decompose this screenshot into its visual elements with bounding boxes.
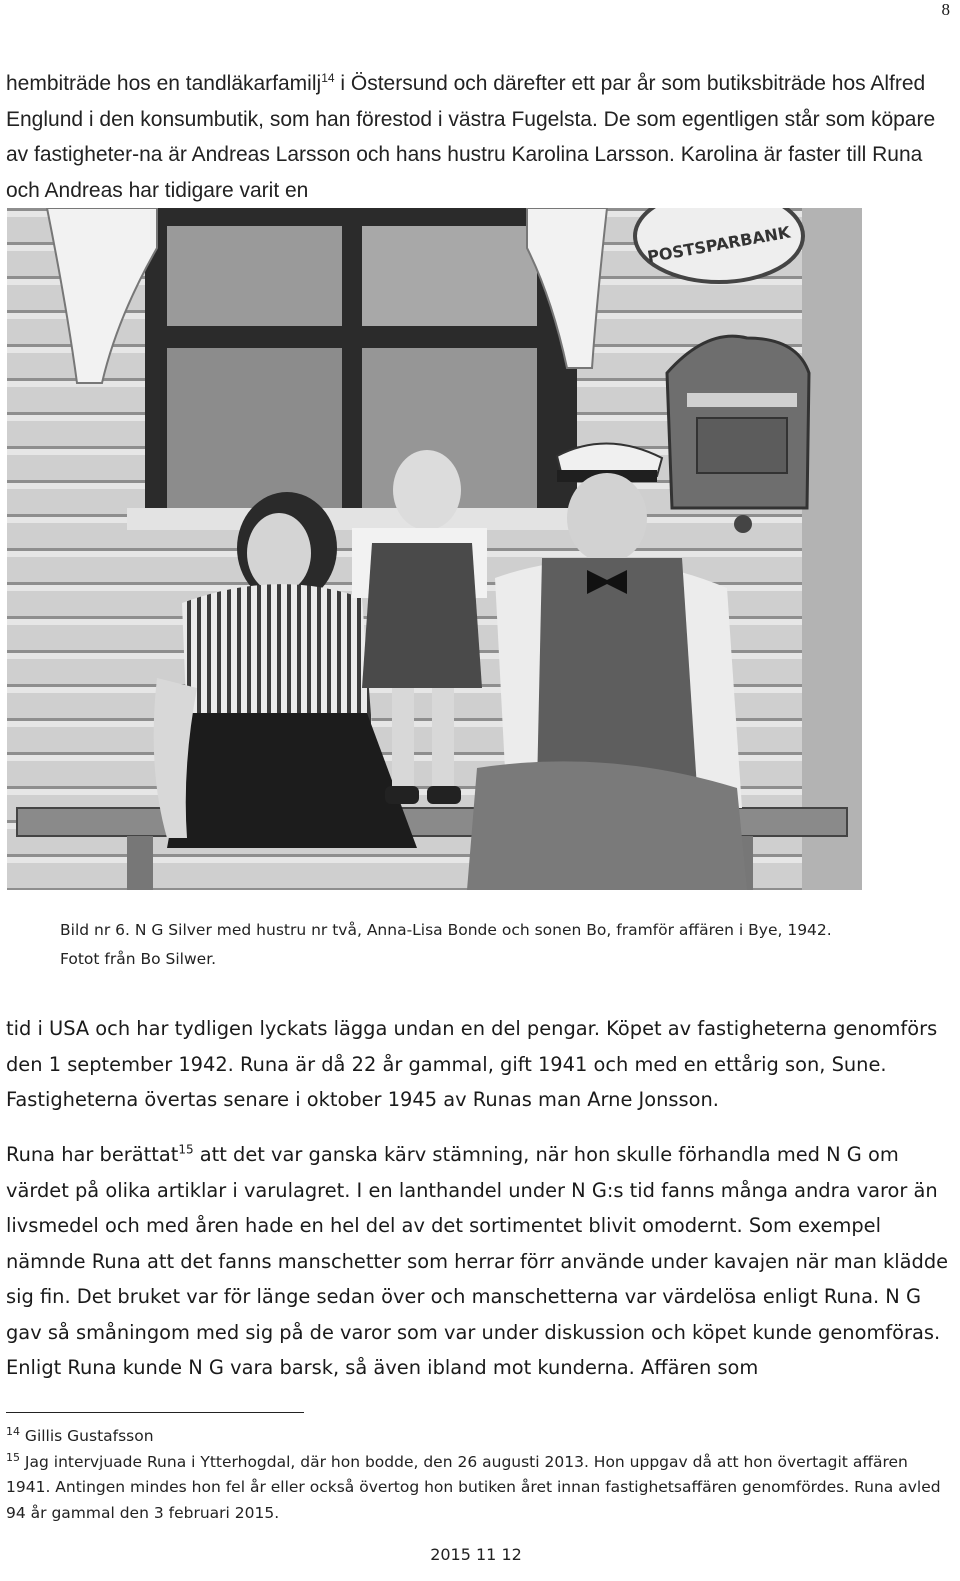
- paragraph-intro-text-a: hembiträde hos en tandläkarfamilj: [6, 72, 322, 95]
- historical-photo: [7, 208, 862, 890]
- caption-line-2: Fotot från Bo Silwer.: [60, 950, 217, 968]
- footnotes: [6, 1424, 951, 1526]
- footnote-ref-15[interactable]: 15: [178, 1142, 194, 1157]
- window: [127, 208, 597, 530]
- postsparbank-sign-text: POSTSPARBANK: [645, 222, 792, 267]
- footer-date: 2015 11 12: [430, 1545, 522, 1564]
- footnote-text: Jag intervjuade Runa i Ytterhogdal, där hon bodde, den 26 augusti 2013. Hon uppgav då att hon övertagit affären 1941. Antingen mindes hon fel år eller också övertog hon butiken året innan fastighetsaffären genomfördes. Runa avled 94 år gammal den 3 februari 2015.: [6, 1452, 941, 1522]
- paragraph-intro-text-b: i Östersund och därefter ett par år som butiksbiträde hos Alfred Englund i den konsumbutik, som han förestod i västra Fugelsta. De som egentligen står som köpare av fastigheter-na är Andreas Larsson och hans hustru Karolina Larsson. Karolina är faster till Runa och Andreas har tidigare varit en: [6, 72, 936, 202]
- page-number: 8: [941, 0, 950, 19]
- caption-line-1: Bild nr 6. N G Silver med hustru nr två, Anna-Lisa Bonde och sonen Bo, framför affären i Bye, 1942.: [60, 921, 832, 939]
- footnote-number: 15: [6, 1450, 20, 1464]
- photo-caption: [60, 916, 940, 974]
- footnote-divider: [6, 1412, 304, 1413]
- paragraph-runa: [6, 1137, 951, 1386]
- paragraph-purchase: tid i USA och har tydligen lyckats lägga undan en del pengar. Köpet av fastigheterna genomförs den 1 september 1942. Runa är då 22 år gammal, gift 1941 och med en ettårig son, Sune. Fastigheterna övertas senare i oktober 1945 av Runas man Arne Jonsson.: [6, 1017, 938, 1111]
- footnote-15: [6, 1450, 951, 1527]
- footnote-ref-14[interactable]: 14: [321, 71, 335, 85]
- footnote-number: 14: [6, 1424, 20, 1438]
- postsparbank-sign: [635, 208, 803, 282]
- footnote-14: [6, 1424, 951, 1450]
- photo-illustration: [7, 208, 862, 890]
- paragraph-runa-text-b: att det var ganska kärv stämning, när hon skulle förhandla med N G om värdet på olika artiklar i varulagret. I en lanthandel under N G:s tid fanns många andra varor än livsmedel och med åren hade en hel del av det sortimentet blivit omodernt. Som exempel nämnde Runa att det fanns manschetter som herrar förr använde under kavajen när man klädde sig fin. Det bruket var för länge sedan över och manschetterna var värdelösa enligt Runa. N G gav så småningom med sig på de varor som var under diskussion och köpet kunde genomföras. Enligt Runa kunde N G vara barsk, så även ibland mot kunderna. Affären som: [6, 1143, 949, 1379]
- footnote-text: Gillis Gustafsson: [20, 1427, 154, 1445]
- mailbox: [667, 336, 809, 533]
- paragraph-intro: [6, 66, 951, 208]
- paragraph-runa-text-a: Runa har berättat: [6, 1143, 179, 1166]
